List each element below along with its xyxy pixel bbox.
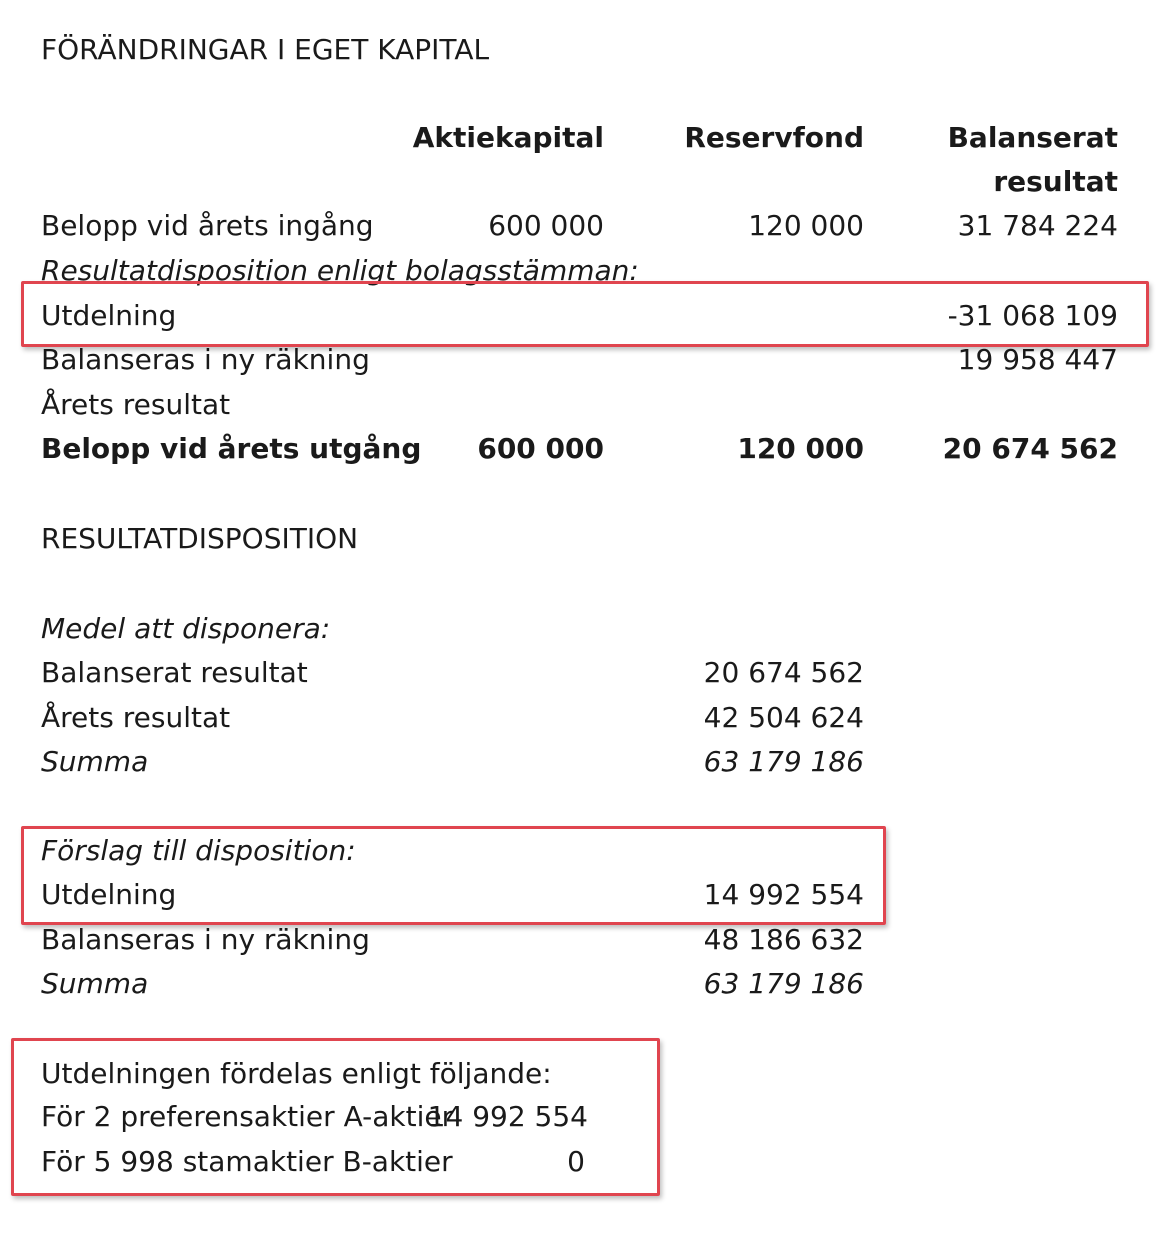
sum2-label: Summa <box>41 967 149 1000</box>
b-shares-label: För 5 998 stamaktier B-aktier <box>41 1145 453 1178</box>
proposal-dividend-value: 14 992 554 <box>703 878 864 911</box>
opening-label: Belopp vid årets ingång <box>41 209 374 242</box>
disp-year-result-value: 42 504 624 <box>703 701 864 734</box>
closing-reservfond: 120 000 <box>737 432 864 465</box>
header-balanserat: Balanserat <box>947 121 1118 154</box>
highlight-dividend-equity <box>21 281 1149 347</box>
opening-reservfond: 120 000 <box>748 209 864 242</box>
closing-aktiekapital: 600 000 <box>477 432 604 465</box>
header-aktiekapital: Aktiekapital <box>412 121 604 154</box>
a-shares-label: För 2 preferensaktier A-aktier <box>41 1100 454 1133</box>
available-heading: Medel att disponera: <box>41 612 331 645</box>
disp-year-result-label: Årets resultat <box>41 701 231 734</box>
carried-forward-label: Balanseras i ny räkning <box>41 343 370 376</box>
header-reservfond: Reservfond <box>684 121 864 154</box>
header-resultat: resultat <box>993 165 1118 198</box>
retained-label: Balanserat resultat <box>41 656 308 689</box>
b-shares-value: 0 <box>567 1145 585 1178</box>
proposal-carried-value: 48 186 632 <box>703 923 864 956</box>
a-shares-value: 14 992 554 <box>427 1100 588 1133</box>
closing-label: Belopp vid årets utgång <box>41 432 422 465</box>
year-result-label: Årets resultat <box>41 388 231 421</box>
dividend-value: -31 068 109 <box>947 299 1118 332</box>
opening-aktiekapital: 600 000 <box>488 209 604 242</box>
highlight-distribution <box>11 1038 660 1196</box>
proposal-carried-label: Balanseras i ny räkning <box>41 923 370 956</box>
proposal-dividend-label: Utdelning <box>41 878 177 911</box>
equity-title: FÖRÄNDRINGAR I EGET KAPITAL <box>41 33 490 66</box>
sum1-value: 63 179 186 <box>703 745 864 778</box>
retained-value: 20 674 562 <box>703 656 864 689</box>
highlight-proposal-dividend <box>21 826 886 925</box>
sum1-label: Summa <box>41 745 149 778</box>
disposition-heading: Resultatdisposition enligt bolagsstämman: <box>41 254 639 287</box>
proposal-heading: Förslag till disposition: <box>41 834 356 867</box>
distribution-heading: Utdelningen fördelas enligt följande: <box>41 1057 552 1090</box>
carried-forward-value: 19 958 447 <box>957 343 1118 376</box>
disposition-title: RESULTATDISPOSITION <box>41 522 359 555</box>
opening-balanserat: 31 784 224 <box>957 209 1118 242</box>
dividend-label: Utdelning <box>41 299 177 332</box>
closing-balanserat: 20 674 562 <box>942 432 1118 465</box>
sum2-value: 63 179 186 <box>703 967 864 1000</box>
